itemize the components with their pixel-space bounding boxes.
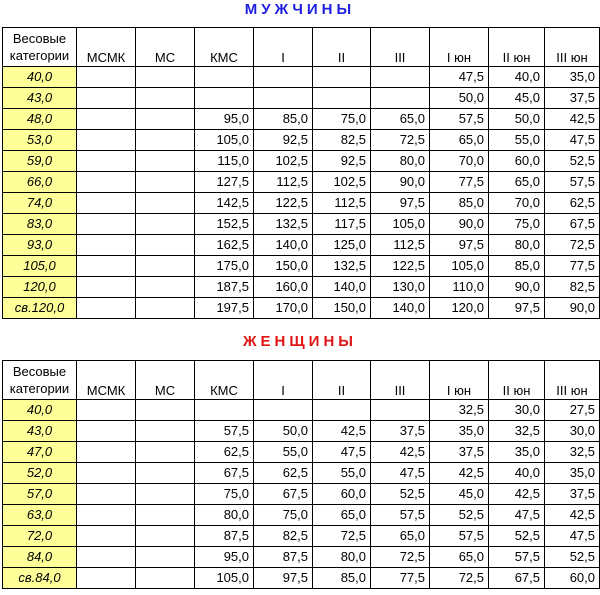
standard-value-cell: 97,5 — [371, 193, 430, 214]
standard-value-cell: 57,5 — [489, 547, 545, 568]
standard-value-cell — [136, 277, 195, 298]
standard-value-cell — [136, 109, 195, 130]
standard-value-cell: 72,5 — [313, 526, 371, 547]
standard-value-cell: 65,0 — [430, 547, 489, 568]
standard-value-cell: 65,0 — [430, 130, 489, 151]
standard-value-cell — [77, 151, 136, 172]
column-header: I — [254, 361, 313, 400]
column-header: МСМК — [77, 28, 136, 67]
standard-value-cell — [136, 400, 195, 421]
standard-value-cell: 105,0 — [371, 214, 430, 235]
table-row — [3, 130, 600, 151]
standard-value-cell: 55,0 — [254, 442, 313, 463]
standard-value-cell — [77, 130, 136, 151]
standard-value-cell — [77, 505, 136, 526]
weight-category-cell: 40,0 — [3, 67, 77, 88]
weight-category-cell: 120,0 — [3, 277, 77, 298]
standard-value-cell: 80,0 — [371, 151, 430, 172]
standard-value-cell: 30,0 — [489, 400, 545, 421]
standard-value-cell: 85,0 — [430, 193, 489, 214]
standard-value-cell — [136, 235, 195, 256]
standard-value-cell: 95,0 — [195, 547, 254, 568]
standard-value-cell: 92,5 — [254, 130, 313, 151]
standard-value-cell: 50,0 — [254, 421, 313, 442]
standard-value-cell — [77, 109, 136, 130]
standard-value-cell: 65,0 — [489, 172, 545, 193]
standard-value-cell: 60,0 — [545, 568, 600, 589]
standard-value-cell: 55,0 — [489, 130, 545, 151]
table-row — [3, 88, 600, 109]
table-row — [3, 400, 600, 421]
women-standards-table — [2, 360, 600, 589]
standard-value-cell: 57,5 — [195, 421, 254, 442]
standard-value-cell — [254, 67, 313, 88]
standard-value-cell: 90,0 — [371, 172, 430, 193]
column-header: I юн — [430, 361, 489, 400]
standard-value-cell: 35,0 — [545, 67, 600, 88]
column-header: I — [254, 28, 313, 67]
standard-value-cell: 37,5 — [545, 484, 600, 505]
standard-value-cell — [254, 88, 313, 109]
table-row — [3, 442, 600, 463]
standard-value-cell: 52,5 — [545, 151, 600, 172]
standard-value-cell: 40,0 — [489, 67, 545, 88]
standard-value-cell — [136, 88, 195, 109]
standard-value-cell — [313, 88, 371, 109]
standard-value-cell — [136, 298, 195, 319]
weight-category-cell: 43,0 — [3, 421, 77, 442]
standard-value-cell: 110,0 — [430, 277, 489, 298]
standard-value-cell: 45,0 — [489, 88, 545, 109]
standard-value-cell: 47,5 — [430, 67, 489, 88]
column-header: III юн — [545, 28, 600, 67]
standard-value-cell: 160,0 — [254, 277, 313, 298]
standard-value-cell: 65,0 — [371, 526, 430, 547]
standard-value-cell: 140,0 — [313, 277, 371, 298]
standard-value-cell: 77,5 — [371, 568, 430, 589]
standard-value-cell: 30,0 — [545, 421, 600, 442]
standard-value-cell: 32,5 — [545, 442, 600, 463]
column-header: I юн — [430, 28, 489, 67]
standard-value-cell: 67,5 — [195, 463, 254, 484]
standard-value-cell: 115,0 — [195, 151, 254, 172]
table-row — [3, 256, 600, 277]
standard-value-cell — [136, 256, 195, 277]
standard-value-cell: 62,5 — [254, 463, 313, 484]
weight-category-cell: 84,0 — [3, 547, 77, 568]
standard-value-cell: 142,5 — [195, 193, 254, 214]
standard-value-cell — [77, 172, 136, 193]
standard-value-cell: 150,0 — [313, 298, 371, 319]
standard-value-cell — [136, 67, 195, 88]
standard-value-cell: 187,5 — [195, 277, 254, 298]
standard-value-cell: 140,0 — [254, 235, 313, 256]
standard-value-cell — [136, 151, 195, 172]
standard-value-cell — [371, 88, 430, 109]
weight-category-cell: 93,0 — [3, 235, 77, 256]
standard-value-cell — [136, 526, 195, 547]
standard-value-cell — [77, 484, 136, 505]
standard-value-cell: 112,5 — [313, 193, 371, 214]
standard-value-cell: 122,5 — [371, 256, 430, 277]
standard-value-cell: 50,0 — [430, 88, 489, 109]
standard-value-cell: 87,5 — [254, 547, 313, 568]
table-row — [3, 547, 600, 568]
standard-value-cell — [254, 400, 313, 421]
standard-value-cell: 80,0 — [195, 505, 254, 526]
standard-value-cell — [77, 256, 136, 277]
standard-value-cell: 57,5 — [430, 526, 489, 547]
standard-value-cell: 85,0 — [254, 109, 313, 130]
standard-value-cell: 47,5 — [545, 526, 600, 547]
standard-value-cell: 90,0 — [489, 277, 545, 298]
standard-value-cell: 55,0 — [313, 463, 371, 484]
column-header: II — [313, 361, 371, 400]
standard-value-cell: 85,0 — [489, 256, 545, 277]
table-row — [3, 421, 600, 442]
standard-value-cell: 80,0 — [313, 547, 371, 568]
standard-value-cell: 75,0 — [195, 484, 254, 505]
weight-category-cell: 48,0 — [3, 109, 77, 130]
table-row — [3, 277, 600, 298]
column-header: III юн — [545, 361, 600, 400]
standard-value-cell: 67,5 — [254, 484, 313, 505]
standard-value-cell: 65,0 — [313, 505, 371, 526]
weight-category-cell: 59,0 — [3, 151, 77, 172]
standard-value-cell: 140,0 — [371, 298, 430, 319]
column-header: КМС — [195, 361, 254, 400]
standard-value-cell: 40,0 — [489, 463, 545, 484]
column-header: КМС — [195, 28, 254, 67]
standard-value-cell: 57,5 — [371, 505, 430, 526]
standard-value-cell: 32,5 — [430, 400, 489, 421]
standard-value-cell: 82,5 — [313, 130, 371, 151]
standard-value-cell — [77, 400, 136, 421]
standard-value-cell — [371, 67, 430, 88]
column-header: МС — [136, 361, 195, 400]
men-section-title: МУЖЧИНЫ — [244, 1, 356, 18]
standard-value-cell — [136, 568, 195, 589]
standard-value-cell: 112,5 — [254, 172, 313, 193]
standard-value-cell: 32,5 — [489, 421, 545, 442]
standard-value-cell: 75,0 — [254, 505, 313, 526]
standard-value-cell: 42,5 — [545, 505, 600, 526]
standard-value-cell: 105,0 — [430, 256, 489, 277]
weight-category-cell: 52,0 — [3, 463, 77, 484]
standard-value-cell: 37,5 — [430, 442, 489, 463]
standard-value-cell: 105,0 — [195, 568, 254, 589]
standard-value-cell: 57,5 — [430, 109, 489, 130]
standard-value-cell — [77, 298, 136, 319]
standard-value-cell: 97,5 — [430, 235, 489, 256]
standard-value-cell: 82,5 — [254, 526, 313, 547]
weight-category-cell: 83,0 — [3, 214, 77, 235]
weight-category-cell: 57,0 — [3, 484, 77, 505]
table-row — [3, 568, 600, 589]
standard-value-cell: 72,5 — [430, 568, 489, 589]
standard-value-cell — [136, 463, 195, 484]
table-row — [3, 235, 600, 256]
weight-category-header: Весовые категории — [3, 361, 77, 400]
weight-category-cell: 66,0 — [3, 172, 77, 193]
weight-category-header: Весовые категории — [3, 28, 77, 67]
table-row — [3, 298, 600, 319]
standard-value-cell: 150,0 — [254, 256, 313, 277]
weight-category-cell: 72,0 — [3, 526, 77, 547]
standard-value-cell: 42,5 — [313, 421, 371, 442]
standard-value-cell: 152,5 — [195, 214, 254, 235]
standard-value-cell: 47,5 — [371, 463, 430, 484]
column-header: III — [371, 361, 430, 400]
table-row — [3, 151, 600, 172]
table-row — [3, 214, 600, 235]
standard-value-cell: 127,5 — [195, 172, 254, 193]
standard-value-cell — [195, 400, 254, 421]
standard-value-cell: 70,0 — [489, 193, 545, 214]
table-row — [3, 172, 600, 193]
table-header-row — [3, 361, 600, 400]
weight-category-cell: св.84,0 — [3, 568, 77, 589]
standard-value-cell: 42,5 — [489, 484, 545, 505]
weight-category-cell: 43,0 — [3, 88, 77, 109]
column-header: II юн — [489, 28, 545, 67]
standard-value-cell: 105,0 — [195, 130, 254, 151]
weight-category-cell: 63,0 — [3, 505, 77, 526]
standard-value-cell — [77, 442, 136, 463]
standard-value-cell: 67,5 — [489, 568, 545, 589]
standard-value-cell — [136, 193, 195, 214]
table-row — [3, 484, 600, 505]
weight-category-cell: 40,0 — [3, 400, 77, 421]
standard-value-cell: 175,0 — [195, 256, 254, 277]
standard-value-cell: 87,5 — [195, 526, 254, 547]
weight-category-cell: св.120,0 — [3, 298, 77, 319]
standard-value-cell: 52,5 — [371, 484, 430, 505]
standard-value-cell: 170,0 — [254, 298, 313, 319]
standard-value-cell — [195, 67, 254, 88]
standard-value-cell: 60,0 — [489, 151, 545, 172]
standard-value-cell — [371, 400, 430, 421]
standard-value-cell — [77, 67, 136, 88]
standard-value-cell — [136, 442, 195, 463]
standard-value-cell: 72,5 — [371, 130, 430, 151]
standard-value-cell: 72,5 — [371, 547, 430, 568]
weight-category-cell: 74,0 — [3, 193, 77, 214]
standard-value-cell: 102,5 — [313, 172, 371, 193]
standard-value-cell: 90,0 — [430, 214, 489, 235]
standard-value-cell: 65,0 — [371, 109, 430, 130]
standard-value-cell — [195, 88, 254, 109]
standard-value-cell: 52,5 — [489, 526, 545, 547]
standard-value-cell: 75,0 — [489, 214, 545, 235]
standard-value-cell: 67,5 — [545, 214, 600, 235]
standard-value-cell — [77, 277, 136, 298]
standard-value-cell: 42,5 — [545, 109, 600, 130]
standard-value-cell: 52,5 — [430, 505, 489, 526]
standard-value-cell: 37,5 — [371, 421, 430, 442]
table-row — [3, 463, 600, 484]
standard-value-cell: 197,5 — [195, 298, 254, 319]
standard-value-cell: 37,5 — [545, 88, 600, 109]
column-header: МС — [136, 28, 195, 67]
table-row — [3, 67, 600, 88]
standard-value-cell: 62,5 — [545, 193, 600, 214]
standard-value-cell — [136, 214, 195, 235]
standard-value-cell: 62,5 — [195, 442, 254, 463]
standard-value-cell: 77,5 — [545, 256, 600, 277]
standard-value-cell — [77, 463, 136, 484]
standard-value-cell: 92,5 — [313, 151, 371, 172]
standard-value-cell: 27,5 — [545, 400, 600, 421]
standard-value-cell — [313, 67, 371, 88]
standard-value-cell: 90,0 — [545, 298, 600, 319]
standard-value-cell — [136, 484, 195, 505]
standard-value-cell: 132,5 — [313, 256, 371, 277]
standard-value-cell: 125,0 — [313, 235, 371, 256]
column-header: III — [371, 28, 430, 67]
standard-value-cell: 47,5 — [489, 505, 545, 526]
standard-value-cell: 50,0 — [489, 109, 545, 130]
standard-value-cell: 45,0 — [430, 484, 489, 505]
standard-value-cell: 72,5 — [545, 235, 600, 256]
standard-value-cell — [77, 526, 136, 547]
women-section-title: ЖЕНЩИНЫ — [243, 333, 357, 350]
standard-value-cell: 70,0 — [430, 151, 489, 172]
weight-category-cell: 47,0 — [3, 442, 77, 463]
table-row — [3, 505, 600, 526]
standard-value-cell — [77, 214, 136, 235]
column-header: МСМК — [77, 361, 136, 400]
standard-value-cell — [136, 547, 195, 568]
table-row — [3, 109, 600, 130]
standard-value-cell: 35,0 — [545, 463, 600, 484]
weight-category-cell: 105,0 — [3, 256, 77, 277]
standard-value-cell — [77, 88, 136, 109]
standard-value-cell — [77, 568, 136, 589]
standard-value-cell: 97,5 — [489, 298, 545, 319]
standard-value-cell: 47,5 — [545, 130, 600, 151]
column-header: II — [313, 28, 371, 67]
standard-value-cell: 57,5 — [545, 172, 600, 193]
standard-value-cell: 75,0 — [313, 109, 371, 130]
standard-value-cell: 35,0 — [430, 421, 489, 442]
standard-value-cell: 60,0 — [313, 484, 371, 505]
weight-category-cell: 53,0 — [3, 130, 77, 151]
standard-value-cell: 112,5 — [371, 235, 430, 256]
standard-value-cell: 35,0 — [489, 442, 545, 463]
standard-value-cell: 42,5 — [371, 442, 430, 463]
standard-value-cell: 85,0 — [313, 568, 371, 589]
standard-value-cell: 132,5 — [254, 214, 313, 235]
standard-value-cell: 52,5 — [545, 547, 600, 568]
standard-value-cell: 162,5 — [195, 235, 254, 256]
standard-value-cell: 117,5 — [313, 214, 371, 235]
standard-value-cell — [136, 172, 195, 193]
standard-value-cell: 95,0 — [195, 109, 254, 130]
standard-value-cell — [136, 505, 195, 526]
men-standards-table — [2, 27, 600, 319]
standard-value-cell: 102,5 — [254, 151, 313, 172]
standard-value-cell: 77,5 — [430, 172, 489, 193]
standard-value-cell — [77, 547, 136, 568]
column-header: II юн — [489, 361, 545, 400]
table-row — [3, 526, 600, 547]
standard-value-cell — [77, 421, 136, 442]
standard-value-cell — [313, 400, 371, 421]
standard-value-cell: 120,0 — [430, 298, 489, 319]
standard-value-cell — [77, 193, 136, 214]
standard-value-cell: 42,5 — [430, 463, 489, 484]
standard-value-cell: 82,5 — [545, 277, 600, 298]
standard-value-cell: 80,0 — [489, 235, 545, 256]
standard-value-cell: 47,5 — [313, 442, 371, 463]
standard-value-cell — [136, 421, 195, 442]
standard-value-cell — [77, 235, 136, 256]
table-header-row — [3, 28, 600, 67]
standard-value-cell — [136, 130, 195, 151]
standard-value-cell: 122,5 — [254, 193, 313, 214]
table-row — [3, 193, 600, 214]
standard-value-cell: 130,0 — [371, 277, 430, 298]
standard-value-cell: 97,5 — [254, 568, 313, 589]
